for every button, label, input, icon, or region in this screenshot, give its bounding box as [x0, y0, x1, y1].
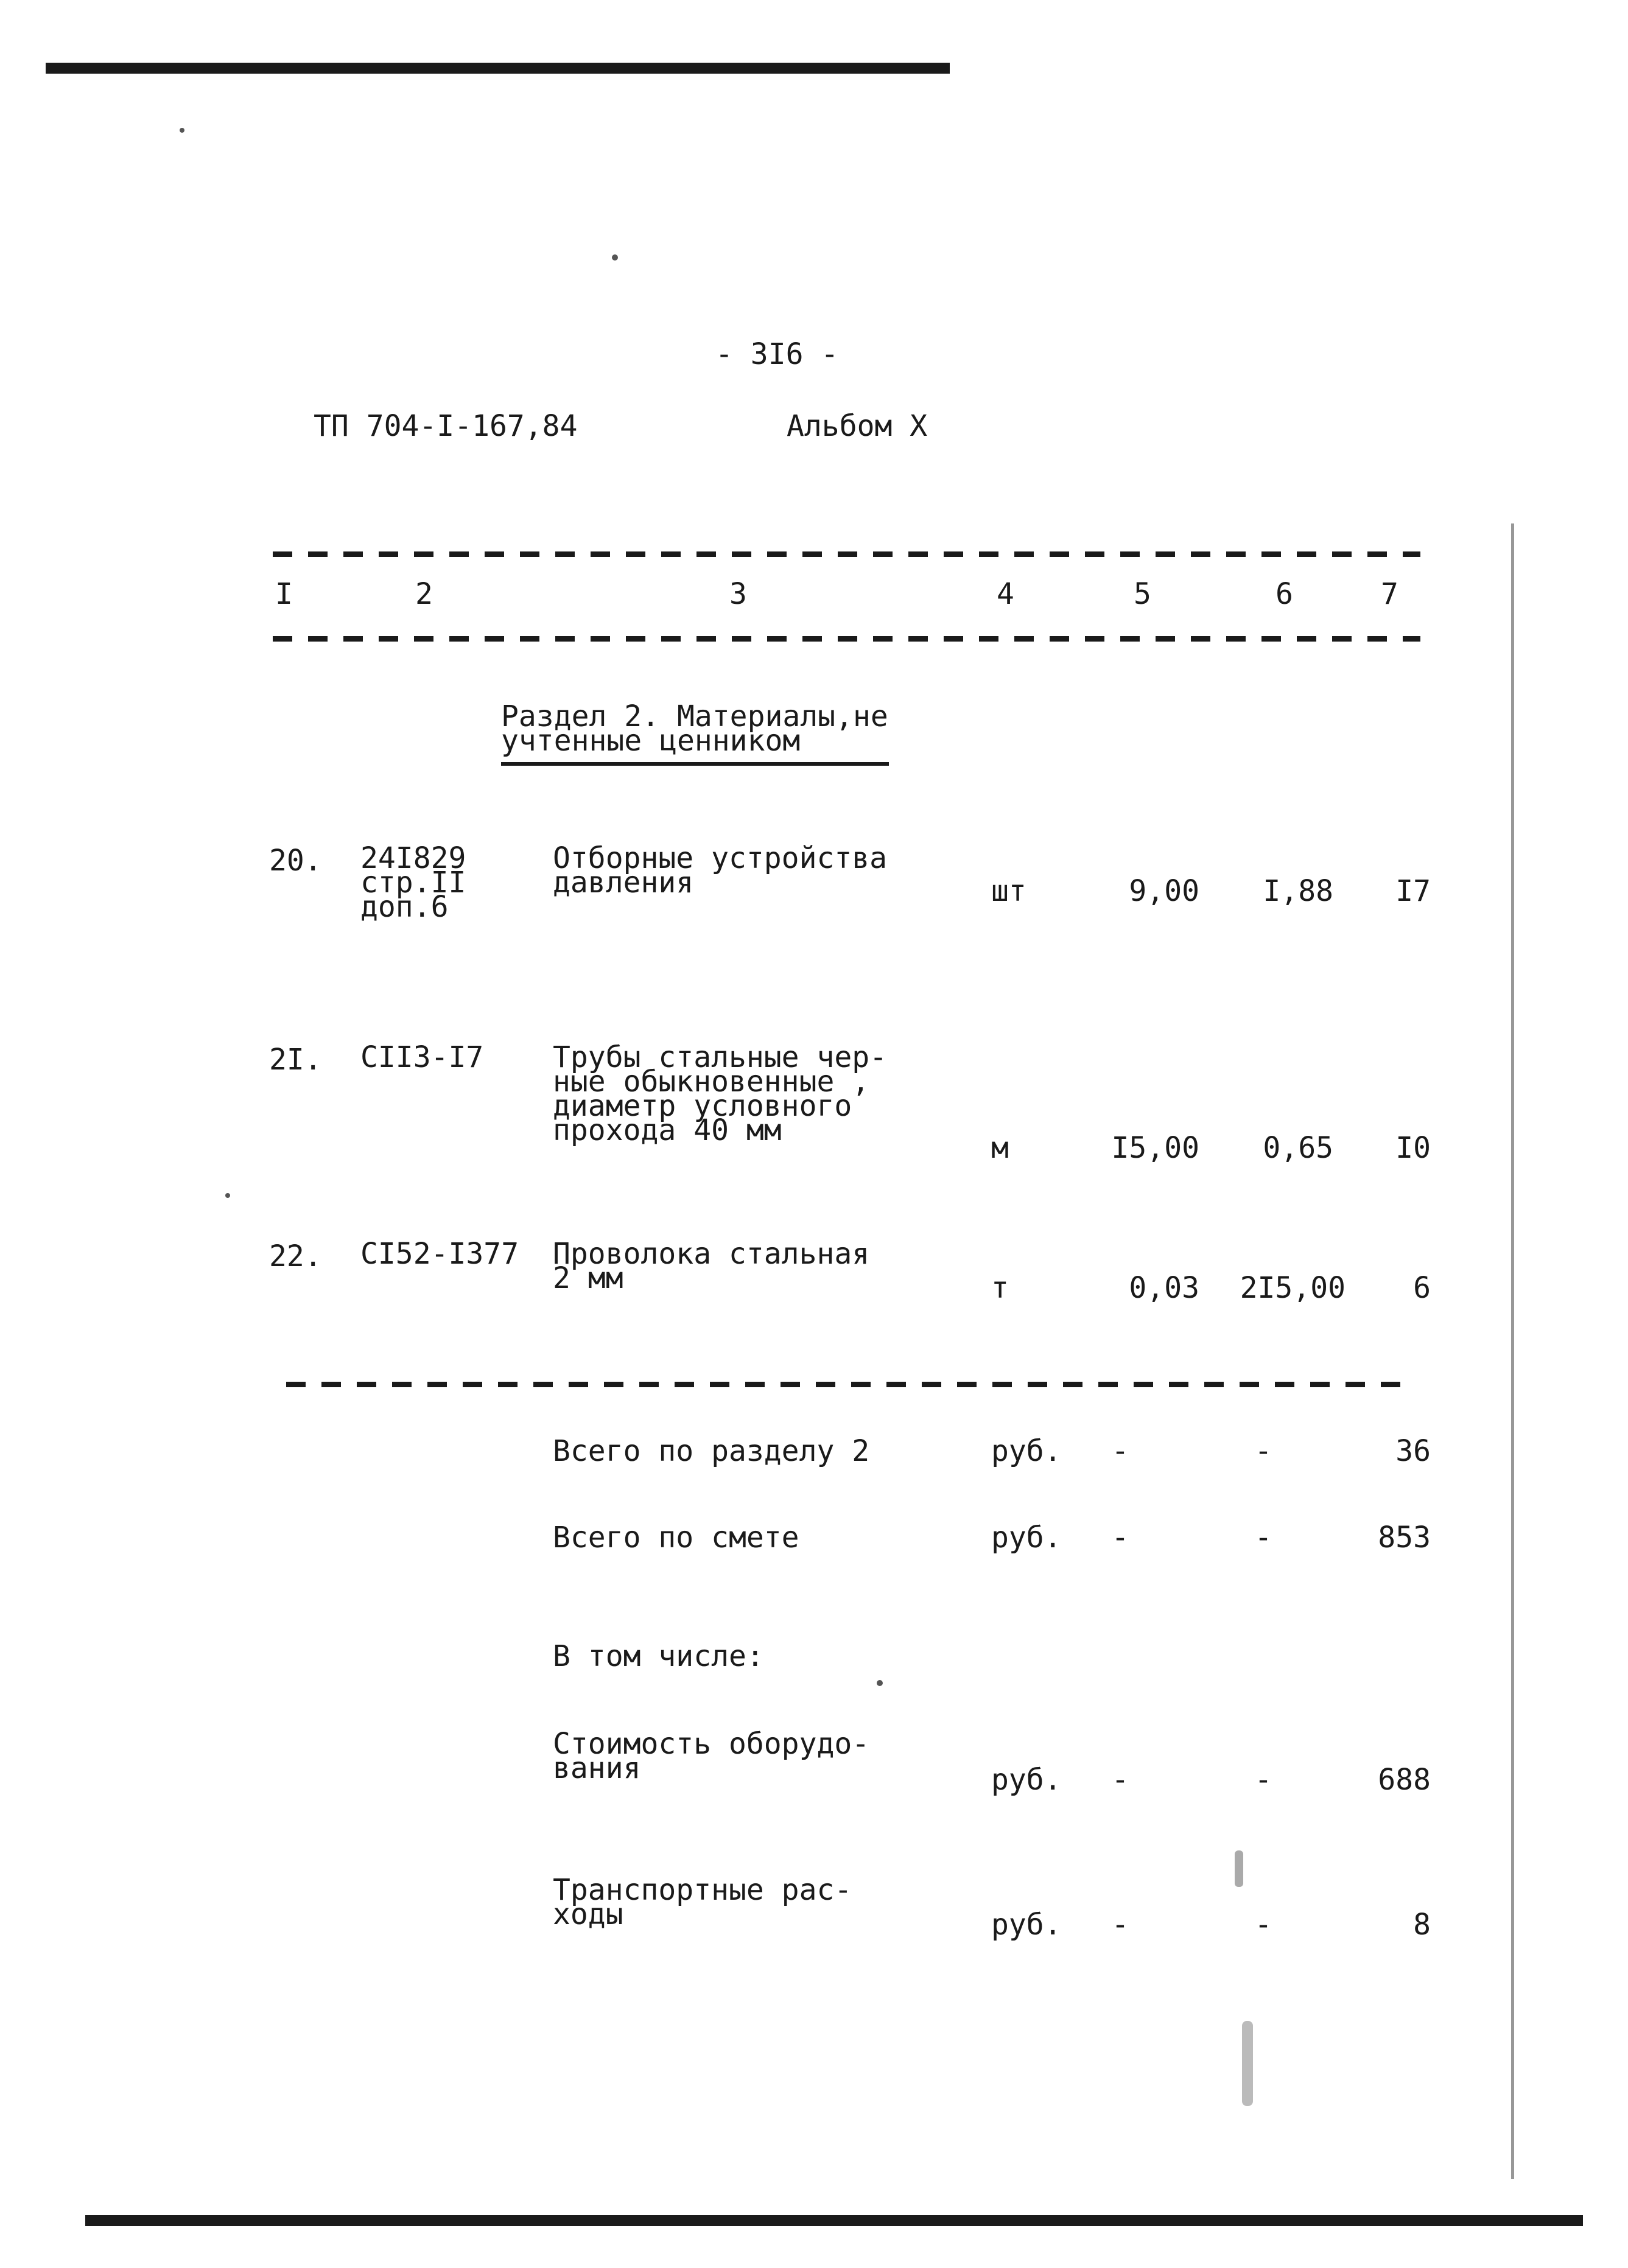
section-title-underline	[501, 762, 889, 766]
row-name-line: 2 мм	[553, 1261, 623, 1295]
including-label-line: Транспортные рас-	[553, 1873, 852, 1907]
row-unit: т	[991, 1271, 1009, 1305]
total-label: Всего по разделу 2	[553, 1434, 870, 1468]
row-code-line: 24I829	[360, 841, 466, 875]
including-unit: руб.	[991, 1763, 1062, 1797]
scan-speck	[877, 1680, 883, 1686]
column-header-6: 6	[1275, 577, 1293, 611]
row-name-line: диаметр условного	[553, 1089, 852, 1123]
header-dash-top	[273, 551, 1420, 557]
row-name-line: Отборные устройства	[553, 841, 888, 875]
row-name-line: ные обыкновенные ,	[553, 1065, 870, 1099]
row-code-line: доп.6	[360, 890, 449, 924]
right-margin-line	[1511, 523, 1514, 2179]
including-label: В том числе:	[553, 1639, 764, 1673]
column-header-4: 4	[997, 577, 1014, 611]
row-number: 22.	[269, 1239, 322, 1273]
row-total: I0	[1395, 1131, 1431, 1165]
including-price: -	[1254, 1908, 1272, 1942]
including-quantity: -	[1111, 1908, 1129, 1942]
total-value: 853	[1378, 1521, 1431, 1555]
row-total: I7	[1395, 874, 1431, 908]
row-number: 20.	[269, 844, 322, 878]
row-code-line: CI52-I377	[360, 1237, 519, 1271]
album-label: Альбом X	[787, 409, 928, 443]
scan-speck	[225, 1193, 230, 1198]
scan-speck	[612, 254, 618, 261]
page-number: - 3I6 -	[715, 337, 839, 371]
document-code: ТП 704-I-167,84	[314, 409, 578, 443]
row-code-line: CII3-I7	[360, 1040, 484, 1074]
including-price: -	[1254, 1763, 1272, 1797]
bottom-border-rule	[85, 2215, 1583, 2226]
total-label: Всего по смете	[553, 1521, 799, 1555]
top-border-rule	[46, 63, 950, 74]
row-quantity: I5,00	[1111, 1131, 1199, 1165]
including-value: 688	[1378, 1763, 1431, 1797]
column-header-2: 2	[415, 577, 433, 611]
row-price: 2I5,00	[1240, 1271, 1346, 1305]
scan-smudge	[1235, 1850, 1243, 1887]
section-title-line2: учтенные ценником	[501, 724, 801, 758]
row-total: 6	[1413, 1271, 1431, 1305]
totals-dash-separator	[286, 1382, 1400, 1387]
row-code-line: стр.II	[360, 866, 466, 900]
total-price: -	[1254, 1521, 1272, 1555]
scan-speck	[180, 128, 184, 133]
column-header-7: 7	[1381, 577, 1398, 611]
row-unit: шт	[991, 874, 1026, 908]
row-name-line: давления	[553, 866, 694, 900]
row-name-line: прохода 40 мм	[553, 1113, 782, 1147]
total-quantity: -	[1111, 1434, 1129, 1468]
total-unit: руб.	[991, 1434, 1062, 1468]
total-unit: руб.	[991, 1521, 1062, 1555]
row-price: 0,65	[1263, 1131, 1333, 1165]
total-value: 36	[1395, 1434, 1431, 1468]
column-header-1: I	[275, 577, 293, 611]
including-value: 8	[1413, 1908, 1431, 1942]
section-title-line1: Раздел 2. Материалы,не	[501, 699, 888, 733]
column-header-5: 5	[1134, 577, 1151, 611]
total-price: -	[1254, 1434, 1272, 1468]
row-number: 2I.	[269, 1043, 322, 1077]
including-label-line: Стоимость оборудо-	[553, 1727, 870, 1761]
including-unit: руб.	[991, 1908, 1062, 1942]
row-unit: м	[991, 1131, 1009, 1165]
including-quantity: -	[1111, 1763, 1129, 1797]
row-name-line: Трубы стальные чер-	[553, 1040, 888, 1074]
total-quantity: -	[1111, 1521, 1129, 1555]
column-header-3: 3	[729, 577, 747, 611]
header-dash-bottom	[273, 636, 1420, 642]
including-label-line: ходы	[553, 1897, 623, 1931]
row-price: I,88	[1263, 874, 1333, 908]
scan-smudge	[1242, 2021, 1253, 2106]
including-label-line: вания	[553, 1751, 641, 1785]
row-quantity: 9,00	[1129, 874, 1199, 908]
row-quantity: 0,03	[1129, 1271, 1199, 1305]
row-name-line: Проволока стальная	[553, 1237, 870, 1271]
